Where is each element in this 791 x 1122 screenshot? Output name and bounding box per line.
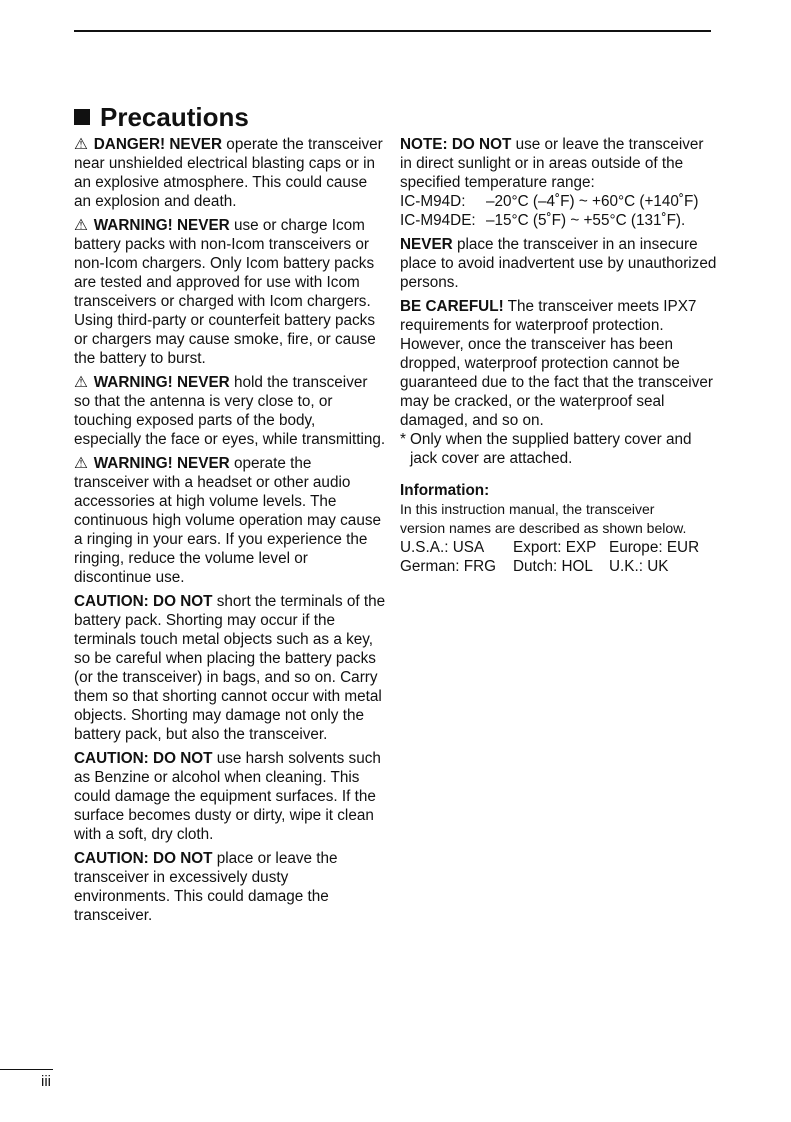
version-row xyxy=(400,557,718,576)
left-column xyxy=(74,135,386,930)
footer-rule xyxy=(0,1069,53,1070)
information-heading: Information: xyxy=(400,482,490,499)
warning-antenna-paragraph xyxy=(74,373,386,449)
careful-paragraph xyxy=(400,297,718,430)
page-number: iii xyxy=(41,1073,51,1090)
warning-text: use or charge Icom battery packs with non-Icom transceivers or non-Icom chargers. Only Icom battery packs are tested and approved for use with Icom transceivers or charged with Icom chargers. Using third-party or counterfeit battery packs or chargers may cause smoke, fire, or cause the battery to burst. xyxy=(74,217,376,367)
warning-label: WARNING! NEVER xyxy=(93,217,230,234)
caution-label: CAUTION: DO NOT xyxy=(74,850,213,867)
note-paragraph xyxy=(400,135,718,192)
temp-range-row xyxy=(400,211,718,230)
temp-model: IC-M94DE: xyxy=(400,212,476,229)
careful-text: The transceiver meets IPX7 requirements for waterproof protection. However, once the transceiver has been dropped, waterproof protection cannot be guaranteed due to the fact that the transceiver may be cracked, or the waterproof seal damaged, and so on. xyxy=(400,298,713,429)
right-column xyxy=(400,135,718,576)
footnote-text: Only when the supplied battery cover and xyxy=(410,431,692,448)
temp-range: –20°C (–4˚F) ~ +60°C (+140˚F) xyxy=(486,193,699,210)
caution-solvents-paragraph xyxy=(74,749,386,844)
warning-text: operate the transceiver with a headset or other audio accessories at high volume levels. The continuous high volume operation may cause a ringing in your ears. If you experience the ringing, reduce the volume level or discontinue use. xyxy=(74,455,381,586)
never-text: place the transceiver in an insecure place to avoid inadvertent use by unauthorized persons. xyxy=(400,236,717,291)
footnote-text: jack cover are attached. xyxy=(410,450,573,467)
information-description: In this instruction manual, the transceiver xyxy=(400,501,655,517)
caution-text: use harsh solvents such as Benzine or alcohol when cleaning. This could damage the equipment surfaces. If the surface becomes dusty or dirty, wipe it clean with a soft, dry cloth. xyxy=(74,750,381,843)
caution-terminals-paragraph xyxy=(74,592,386,744)
section-title-text: Precautions xyxy=(100,102,249,132)
version-name: German: FRG xyxy=(400,558,497,575)
temp-range: –15°C (5˚F) ~ +55°C (131˚F). xyxy=(486,212,686,229)
warning-label: WARNING! NEVER xyxy=(93,455,230,472)
never-label: NEVER xyxy=(400,236,453,253)
version-name: Export: EXP xyxy=(513,539,597,556)
header-rule xyxy=(74,30,711,32)
footnote-indent xyxy=(400,449,410,468)
caution-text: short the terminals of the battery pack. Shorting may occur if the terminals touch metal objects such as a key, so be careful when placing the battery packs (or the transceiver) in bags, and so on. Carry them so that shorting cannot occur with metal objects. Shorting may damage not only the battery pack, but also the transceiver. xyxy=(74,593,386,743)
warning-text: hold the transceiver so that the antenna is very close to, or touching exposed parts of the body, especially the face or eyes, while transmitting. xyxy=(74,374,386,448)
caution-label: CAUTION: DO NOT xyxy=(74,593,213,610)
warning-volume-paragraph xyxy=(74,454,386,587)
never-paragraph xyxy=(400,235,718,292)
warning-triangle-icon: ⚠ xyxy=(74,136,88,153)
danger-paragraph xyxy=(74,135,386,211)
temp-model: IC-M94D: xyxy=(400,193,466,210)
caution-label: CAUTION: DO NOT xyxy=(74,750,213,767)
warning-battery-paragraph xyxy=(74,216,386,368)
note-text: use or leave the transceiver in direct sunlight or in areas outside of the specified temperature range: xyxy=(400,136,704,191)
square-bullet-icon xyxy=(74,109,90,125)
section-title xyxy=(74,101,249,133)
danger-text: operate the transceiver near unshielded electrical blasting caps or in an explosive atmosphere. This could cause an explosion and death. xyxy=(74,136,383,210)
footnote xyxy=(400,430,718,449)
footnote-mark: * xyxy=(400,431,406,448)
caution-text: place or leave the transceiver in excessively dusty environments. This could damage the transceiver. xyxy=(74,850,338,924)
note-label: NOTE: DO NOT xyxy=(400,136,512,153)
version-name: Dutch: HOL xyxy=(513,558,593,575)
warning-label: WARNING! NEVER xyxy=(93,374,230,391)
warning-triangle-icon: ⚠ xyxy=(74,455,88,472)
version-name: U.K.: UK xyxy=(609,558,669,575)
careful-label: BE CAREFUL! xyxy=(400,298,504,315)
version-name: Europe: EUR xyxy=(609,539,700,556)
danger-label: DANGER! NEVER xyxy=(93,136,223,153)
information-description: version names are described as shown below. xyxy=(400,520,687,536)
caution-dust-paragraph xyxy=(74,849,386,925)
version-row xyxy=(400,538,718,557)
version-name: U.S.A.: USA xyxy=(400,539,485,556)
warning-triangle-icon: ⚠ xyxy=(74,217,88,234)
footnote-continued xyxy=(400,449,718,468)
warning-triangle-icon: ⚠ xyxy=(74,374,88,391)
temp-range-row xyxy=(400,192,718,211)
